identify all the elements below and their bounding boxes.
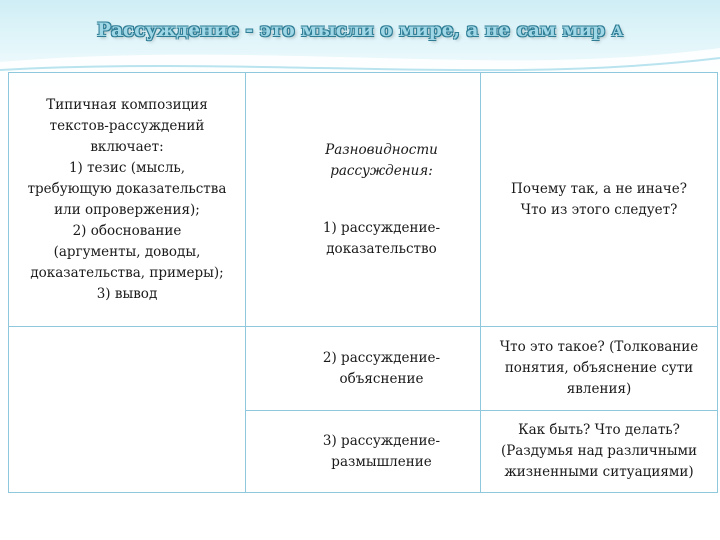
empty-cell	[9, 327, 246, 493]
type-cell-2	[246, 327, 481, 411]
composition-cell	[9, 73, 246, 327]
question-line: Что это такое? (Толкование	[499, 339, 699, 355]
question-cell-1	[481, 73, 718, 327]
question-cell-3	[481, 411, 718, 493]
type-label: размышление	[331, 453, 432, 470]
type-label: объяснение	[339, 370, 424, 387]
table-row	[9, 73, 718, 327]
composition-line: текстов-рассуждений	[49, 117, 205, 134]
question-line: Как быть? Что делать?	[518, 422, 680, 438]
reasoning-table	[8, 72, 718, 493]
type-cell-1	[246, 73, 481, 327]
composition-line: 3) вывод	[96, 285, 158, 302]
composition-line: включает:	[90, 138, 164, 155]
slide-title	[0, 20, 720, 41]
type-label: 3) рассуждение-	[322, 432, 441, 449]
question-line: Почему так, а не иначе?	[511, 180, 687, 197]
question-line: понятия, объяснение сути	[504, 360, 694, 376]
types-heading	[293, 140, 470, 182]
type-label: 2) рассуждение-	[322, 349, 441, 366]
composition-line: или опровержения);	[54, 201, 200, 218]
question-line: жизненными ситуациями)	[504, 464, 694, 480]
types-heading-line: Разновидности	[325, 141, 438, 158]
question-cell-2	[481, 327, 718, 411]
types-heading-line: рассуждения:	[330, 162, 433, 179]
composition-line: Типичная композиция	[46, 96, 208, 113]
type-label: 1) рассуждение-	[322, 219, 441, 236]
slide-title-text: Рассуждение - это мысли о мире, а не сам мир	[97, 20, 606, 41]
type-cell-3	[246, 411, 481, 493]
question-line: (Раздумья над различными	[500, 443, 698, 459]
question-line: явления)	[566, 381, 632, 397]
composition-line: (аргументы, доводы,	[53, 243, 201, 260]
type-label: доказательство	[326, 240, 437, 257]
composition-line: доказательства, примеры);	[30, 264, 224, 281]
composition-line: 1) тезис (мысль,	[68, 159, 186, 176]
composition-line: требующую доказательства	[27, 180, 227, 197]
table-row	[9, 327, 718, 411]
slide-title-tail: А	[611, 24, 623, 40]
composition-line: 2) обоснование	[72, 222, 182, 239]
question-line: Что из этого следует?	[520, 201, 678, 218]
